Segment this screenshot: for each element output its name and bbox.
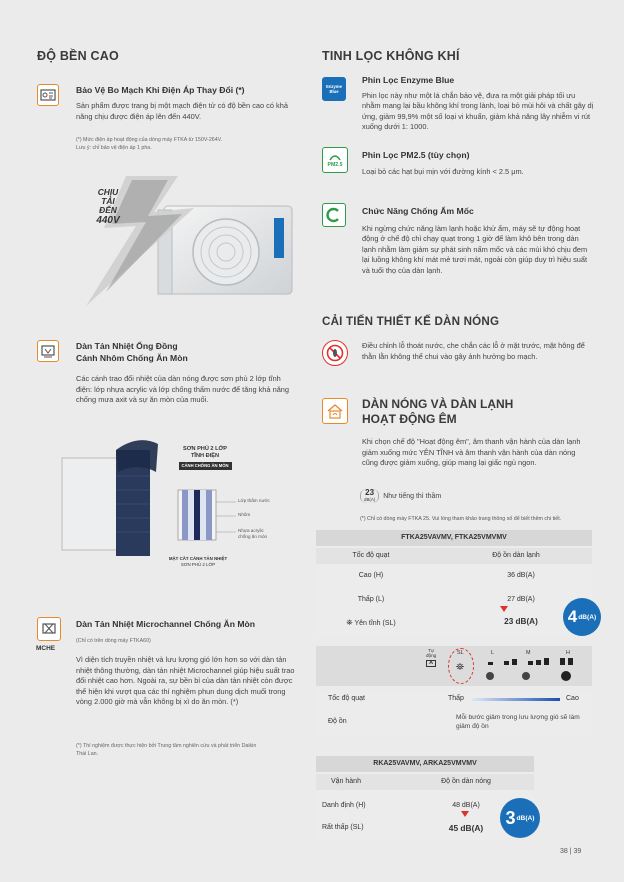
coating-title-line: TĨNH ĐIỆN (191, 453, 219, 460)
table-row-label-text: Yên tĩnh (SL) (354, 620, 396, 627)
table-row-value: 36 dB(A) (507, 572, 535, 579)
table-col-fan: Tốc độ quạt (352, 552, 390, 559)
pm25-icon-text: PM2.5 (327, 162, 343, 168)
feature-note: (*) Thí nghiệm được thực hiện bởi Trung tâm nghiên cứu và phát triển Daikin (76, 743, 257, 749)
feature-enzyme-filter (362, 75, 594, 133)
quiet-text-block (362, 437, 592, 469)
table-row-label: Thấp (L) (357, 596, 385, 603)
voltage-label (82, 188, 134, 225)
coating-title (170, 446, 240, 471)
fan-high-label: Cao (566, 695, 579, 702)
table-row-value: 45 dB(A) (448, 823, 484, 833)
feature-title: Phin Lọc Enzyme Blue (362, 75, 455, 85)
coating-title-line: SƠN PHỦ 2 LỚP (182, 446, 228, 452)
feature-text: Điều chỉnh lỗ thoát nước, che chắn các lỗ ở mặt trước, mặt hông để thằn lằn không thể chui vào gây ảnh hưởng bo mạch. (362, 341, 585, 361)
db-caption: Như tiếng thì thầm (383, 492, 442, 500)
table-row-value: 23 dB(A) (504, 617, 538, 626)
feature-text: Loại bỏ các hạt bụi mịn với đường kính < 2.5 μm. (362, 166, 524, 176)
feature-notes (76, 742, 298, 758)
feature-text-block (76, 374, 294, 406)
enzyme-icon-text: Enzyme Blue (326, 84, 342, 94)
outdoor-design-section-title: CẢI TIẾN THIẾT KẾ DÀN NÓNG (322, 315, 500, 328)
auto-label-line: Tự (428, 648, 435, 653)
coating-subtitle: CÁNH CHỐNG ĂN MÒN (179, 462, 232, 469)
feature-text: Khi ngừng chức năng làm lạnh hoặc khử ẩm, máy sẽ tự động hoạt động ở chế độ chỉ chạy quạt trong 1 giờ để làm khô bên trong dàn lạnh nhằm làm giảm sự phát sinh nấm mốc và các mùi khó chịu đem lại luồng không khí mát mẻ tươi mát, ngoài còn giúp duy trì hiệu suất và tuổi thọ của dàn lạnh. (362, 223, 588, 275)
outdoor-unit-illustration (66, 168, 301, 308)
microchannel-icon (37, 617, 61, 641)
air-purification-section-title: TINH LỌC KHÔNG KHÍ (322, 49, 460, 63)
badge-unit: dB(A) (578, 613, 597, 621)
speed-m-label: M (526, 650, 531, 656)
coating-label-line: Nhựa acrylic (238, 528, 264, 533)
feature-title: Dàn Tản Nhiệt Ống Đồng (76, 341, 178, 351)
badge-unit: dB(A) (516, 814, 535, 822)
feature-title: Phin Lọc PM2.5 (tùy chọn) (362, 150, 470, 160)
decrease-arrow-icon (500, 606, 508, 612)
feature-subnote: (Chỉ có trên dòng máy FTKA60) (76, 638, 151, 644)
page-number: 38 | 39 (560, 848, 582, 855)
quiet-title (362, 397, 592, 427)
quiet-note: (*) Chỉ có dòng máy FTKA 25. Vui lòng tham khảo trang thông số để biết thêm chi tiết. (360, 516, 562, 522)
quiet-mode-icon: ⛯ (346, 618, 353, 627)
coating-label-aluminum: Nhôm (238, 512, 251, 517)
voltage-label-line: CHỊU (97, 187, 119, 197)
quiet-house-icon (322, 398, 348, 424)
feature-notes (76, 136, 298, 152)
db-whisper-indicator (360, 487, 441, 505)
decrease-arrow-icon (461, 811, 469, 817)
table-row-label (316, 618, 426, 628)
durability-section-title: ĐỘ BỀN CAO (37, 49, 119, 63)
badge-value: 4 (567, 607, 578, 626)
feature-text-block (76, 655, 298, 708)
table-col-operation: Vận hành (331, 778, 361, 785)
feature-note: Lưu ý: chỉ bảo vệ điện áp 1 pha. (76, 145, 152, 151)
indoor-reduction-badge (563, 598, 601, 636)
badge-value: 3 (505, 807, 516, 828)
fan-low-label: Thấp (448, 695, 464, 702)
noise-row-text: Mỗi bước giảm trong lưu lượng gió sẽ làm giảm độ ồn (456, 714, 580, 730)
auto-label-line: động (426, 653, 437, 658)
fan-row-label: Tốc độ quạt (328, 695, 365, 702)
auto-symbol: A (426, 660, 436, 667)
table-row-value: 27 dB(A) (507, 596, 535, 603)
quiet-title-line: DÀN NÓNG VÀ DÀN LẠNH (362, 397, 514, 411)
feature-subnote-block (76, 637, 298, 645)
coating-caption (158, 556, 238, 568)
db-unit: dB(A) (364, 497, 376, 502)
voltage-label-value: 440V (96, 214, 120, 226)
coating-illustration (58, 432, 298, 577)
outdoor-reduction-badge (500, 798, 540, 838)
anti-corrosion-icon (37, 340, 59, 362)
table-row-label: Rất thấp (SL) (322, 824, 364, 831)
speed-sl-label: SL (457, 650, 464, 656)
speed-l-label: L (491, 650, 494, 656)
coating-label-acrylic (238, 528, 267, 540)
quiet-fan-icon: ⛯ (456, 662, 464, 673)
table-model: FTKA25VAVMV, FTKA25VMVMV (316, 530, 592, 546)
feature-note: (*) Mức điện áp hoạt động của dòng máy FTKA từ 150V-264V. (76, 137, 223, 143)
fan-explanation (316, 690, 592, 736)
coating-label-water: Lớp thấm nước (238, 498, 270, 503)
fan-gradient-bar (472, 698, 560, 701)
feature-circuit-protection (76, 85, 296, 97)
voltage-label-line: ĐẾN (99, 205, 117, 216)
feature-text-block (76, 101, 298, 122)
circuit-board-icon (37, 84, 59, 106)
enzyme-filter-icon (322, 77, 346, 101)
feature-copper-fin (76, 341, 296, 364)
feature-text: Sản phẩm được trang bị một mạch điện tử có độ bền cao có khả năng chịu được điện áp lên đến 440V. (76, 101, 288, 121)
table-row-value: 48 dB(A) (452, 802, 480, 809)
fan-speed-panel (316, 646, 592, 686)
feature-microchannel (76, 619, 298, 631)
quiet-title-line: HOẠT ĐỘNG ÊM (362, 412, 457, 426)
feature-title: Chức Năng Chống Ẩm Mốc (362, 206, 474, 216)
table-col-noise: Độ ồn dàn lạnh (492, 552, 540, 559)
mche-label: MCHE (36, 645, 56, 652)
noise-row-label: Độ ồn (328, 718, 347, 725)
feature-text: Các cánh trao đổi nhiệt của dàn nóng được sơn phủ 2 lớp tĩnh điện: lớp nhựa acrylic và lớp chống thấm nước để tăng khả năng chống mưa axit và sự ăn mòn của muối. (76, 374, 290, 405)
indoor-noise-table (316, 530, 592, 636)
feature-text: Khi chọn chế độ "Hoạt động êm", âm thanh vận hành của dàn lạnh giảm xuống mức YÊN TĨNH và âm thanh vận hành của dàn nóng cũng được giảm xuống, giúp mang lại giấc ngủ ngon. (362, 437, 581, 468)
feature-text: Phin lọc này như một lá chắn bảo vệ, đưa ra một giải pháp tối ưu nhằm mang lại bầu không khí trong lành, loại bỏ mùi hôi và chất gây dị ứng, giảm 99,9% một số loại vi khuẩn, giảm khả năng lây nhiễm vi rút xuống dưới 1: 1000. (362, 90, 594, 132)
table-row-label: Cao (H) (358, 572, 384, 579)
table-row-label: Danh định (H) (322, 802, 366, 809)
coating-label-line: chống ăn mòn (238, 534, 268, 539)
speed-h-label: H (566, 650, 570, 656)
coating-caption-line: MẶT CẮT CÁNH TẢN NHIỆT (168, 556, 228, 561)
db-value: 23 (365, 488, 375, 497)
db-indicator (360, 489, 379, 503)
feature-pm25-filter (362, 150, 594, 177)
coating-caption-line: SƠN PHỦ 2 LỚP (180, 562, 216, 567)
feature-title: Bảo Vệ Bo Mạch Khi Điện Áp Thay Đổi (*) (76, 85, 245, 95)
feature-title: Dàn Tản Nhiệt Microchannel Chống Ăn Mòn (76, 619, 256, 629)
fan-level-bars (476, 658, 590, 684)
table-col-noise: Độ ồn dàn nóng (441, 778, 491, 785)
feature-title: Cánh Nhôm Chống Ăn Mòn (76, 352, 188, 363)
feature-outdoor-design (362, 341, 592, 362)
anti-mold-icon (322, 203, 346, 227)
auto-label (426, 648, 436, 667)
feature-note: Thái Lan. (76, 751, 99, 757)
no-insect-icon (322, 340, 348, 366)
outdoor-noise-table (316, 756, 534, 840)
voltage-label-line: TẢI (101, 196, 115, 207)
table-model: RKA25VAVMV, ARKA25VMVMV (316, 756, 534, 772)
feature-text: Vì diện tích truyền nhiệt và lưu lượng gió lớn hơn so với dàn tản nhiệt thông thường, dàn tản nhiệt Microchannel giúp hiệu suất trao đổi nhiệt cao hơn. Ngoài ra, sự bền bỉ của dàn tản nhiệt còn được thể hiện khi vượt qua các thí nghiệm phun dung dịch muối trong vòng 2.000 giờ mà vẫn không bị xì do ăn mòn. (*) (76, 655, 295, 707)
feature-anti-mold (362, 206, 592, 276)
pm25-filter-icon (322, 147, 348, 173)
